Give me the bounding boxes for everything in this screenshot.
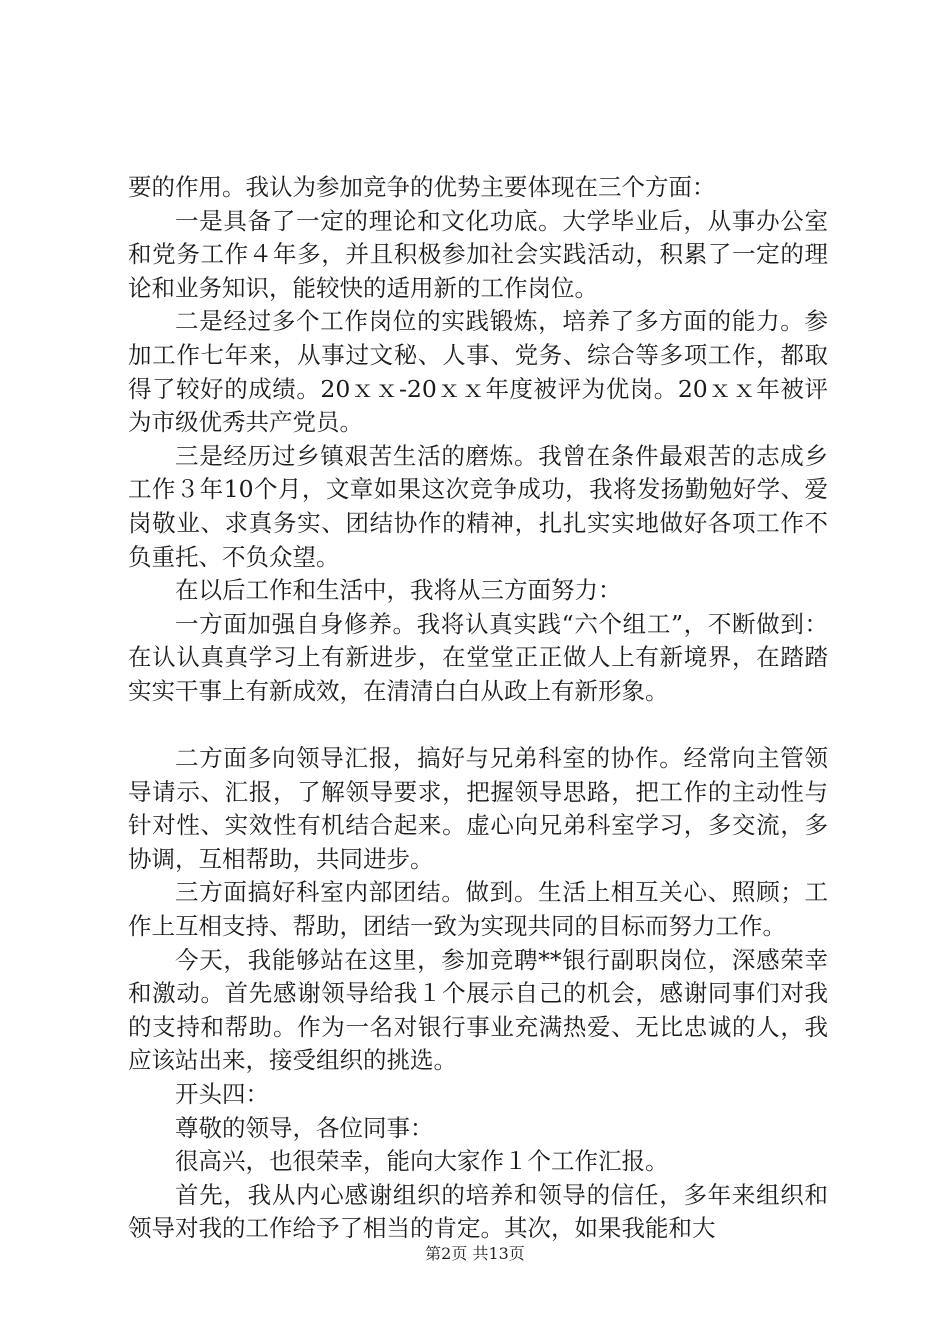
page-footer: 第2页 共13页 bbox=[425, 1244, 525, 1263]
paragraph-11: 尊敬的领导，各位同事： bbox=[175, 1113, 434, 1142]
blank-line bbox=[128, 709, 828, 743]
paragraph-10: 开头四： bbox=[175, 1080, 269, 1109]
paragraph-4: 三是经历过乡镇艰苦生活的磨炼。我曾在条件最艰苦的志成乡工作３年10个月，文章如果这次竞争成功，我将发扬勤勉好学、爱岗敬业、求真务实、团结协作的精神，扎扎实实地做好各项工作不负重托、不负众望。 bbox=[128, 441, 828, 571]
paragraph-1: 要的作用。我认为参加竞争的优势主要体现在三个方面： bbox=[128, 173, 716, 201]
paragraph-3: 二是经过多个工作岗位的实践锻炼，培养了多方面的能力。参加工作七年来，从事过文秘、人事、党务、综合等多项工作，都取得了较好的成绩。20ｘｘ-20ｘｘ年度被评为优岗。20ｘｘ年被评为市级优秀共产党员。 bbox=[128, 307, 828, 437]
paragraph-8: 三方面搞好科室内部团结。做到。生活上相互关心、照顾；工作上互相支持、帮助，团结一致为实现共同的目标而努力工作。 bbox=[128, 878, 828, 941]
paragraph-9: 今天，我能够站在这里，参加竞聘**银行副职岗位，深感荣幸和激动。首先感谢领导给我１个展示自己的机会，感谢同事们对我的支持和帮助。作为一名对银行事业充满热爱、无比忠诚的人，我应该站出来，接受组织的挑选。 bbox=[128, 945, 828, 1075]
paragraph-2: 一是具备了一定的理论和文化功底。大学毕业后，从事办公室和党务工作４年多，并且积极参加社会实践活动，积累了一定的理论和业务知识，能较快的适用新的工作岗位。 bbox=[128, 206, 828, 302]
paragraph-13: 首先，我从内心感谢组织的培养和领导的信任，多年来组织和领导对我的工作给予了相当的肯定。其次，如果我能和大 bbox=[128, 1180, 828, 1243]
paragraph-12: 很高兴，也很荣幸，能向大家作１个工作汇报。 bbox=[175, 1147, 669, 1176]
paragraph-6: 一方面加强自身修养。我将认真实践“六个组工”，不断做到：在认认真真学习上有新进步，在堂堂正正做人上有新境界，在踏踏实实干事上有新成效，在清清白白从政上有新形象。 bbox=[128, 609, 828, 705]
paragraph-7: 二方面多向领导汇报，搞好与兄弟科室的协作。经常向主管领导请示、汇报，了解领导要求，把握领导思路，把工作的主动性与针对性、实效性有机结合起来。虚心向兄弟科室学习，多交流，多协调，互相帮助，共同进步。 bbox=[128, 744, 828, 873]
paragraph-5: 在以后工作和生活中，我将从三方面努力： bbox=[175, 576, 622, 605]
document-body bbox=[128, 171, 828, 1246]
